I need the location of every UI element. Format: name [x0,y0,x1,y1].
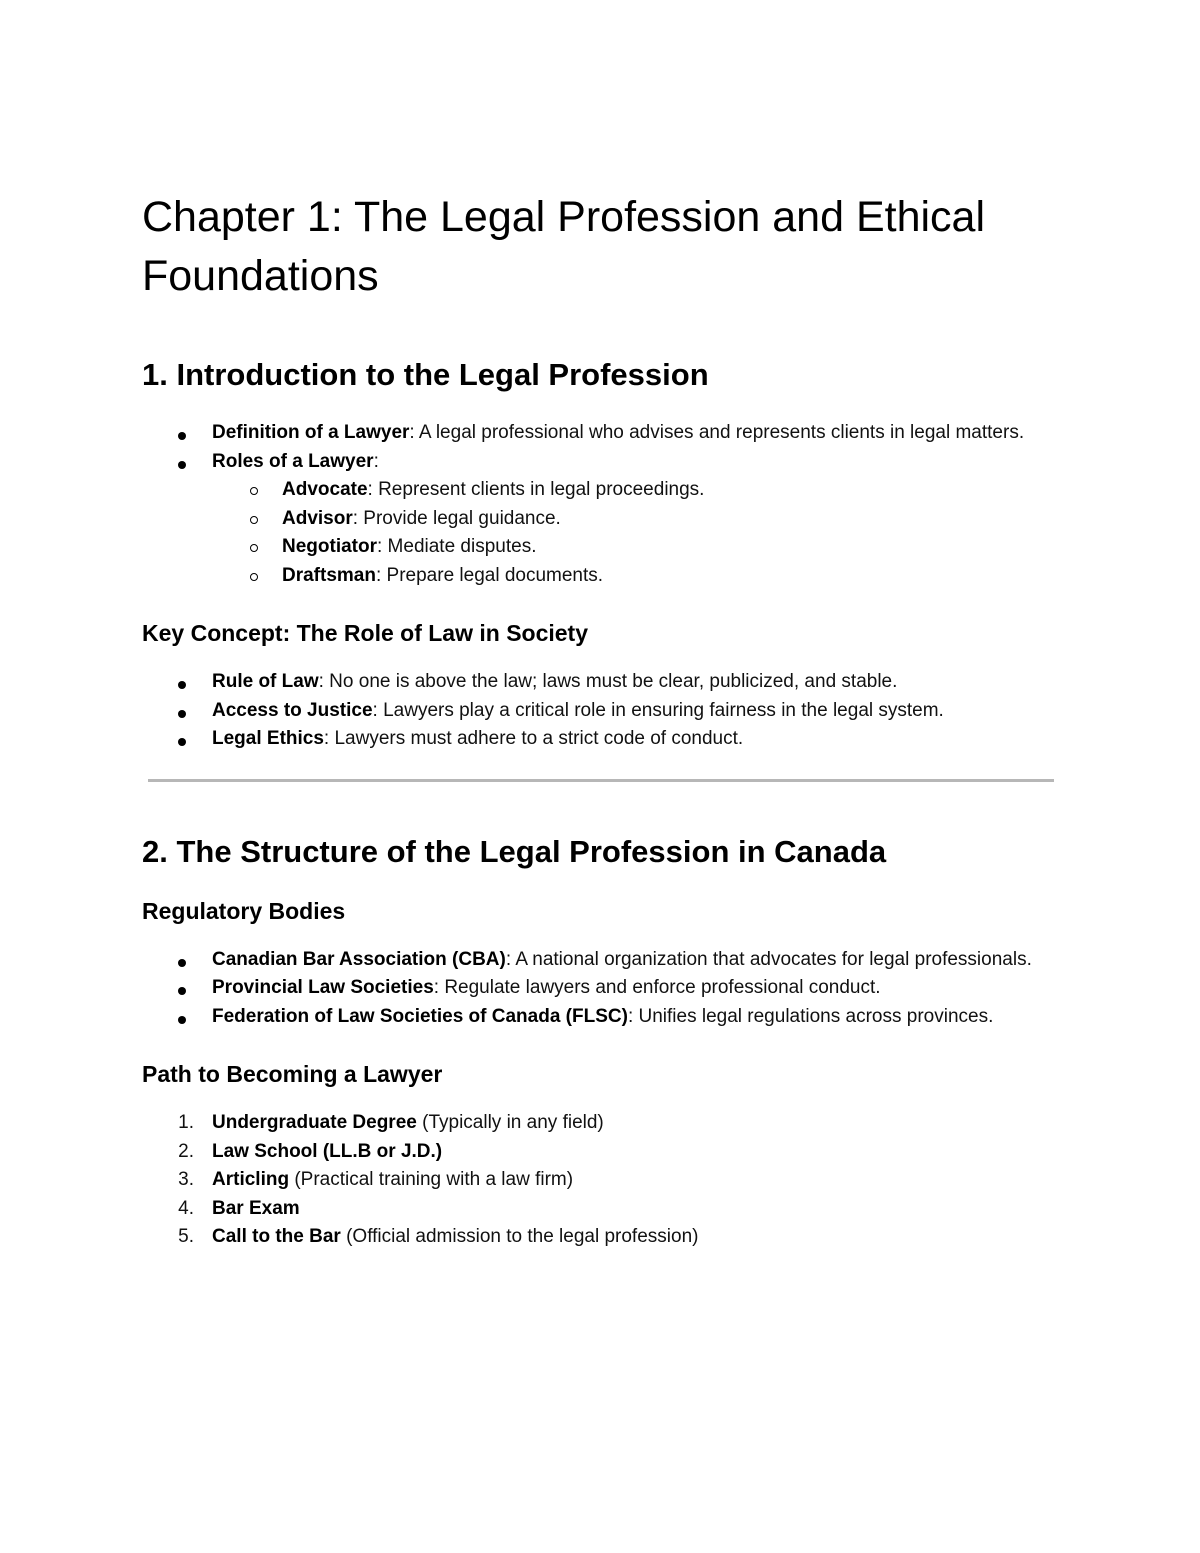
numbered-item [142,1195,1062,1224]
bullet-icon [178,959,186,967]
bullet-icon [178,738,186,746]
list-item [142,725,1062,754]
list-item [142,946,1062,975]
item-term: Call to the Bar [212,1226,341,1247]
item-term: Articling [212,1169,290,1190]
item-term: Bar Exam [212,1197,300,1219]
regulatory-bodies-list [142,946,1062,1032]
path-heading: Path to Becoming a Lawyer [142,1061,443,1087]
sub-list-item [142,562,1062,591]
item-text: : A legal professional who advises and represents clients in legal matters. [409,422,1025,443]
item-term: Advocate [282,479,368,500]
item-term: Undergraduate Degree [212,1112,417,1133]
item-text: : Mediate disputes. [377,536,537,557]
item-text: (Official admission to the legal profession) [340,1226,699,1247]
section-2 [142,832,1062,1252]
hollow-bullet-icon [250,487,258,495]
regulatory-bodies-heading: Regulatory Bodies [142,897,346,924]
item-term: Roles of a Lawyer [212,450,374,472]
item-text: : Represent clients in legal proceedings. [367,479,705,500]
roles-sublist-container [142,476,1062,590]
item-text: : Unifies legal regulations across provinces. [627,1005,994,1027]
document-page [142,188,1062,1280]
numbered-item [142,1223,1062,1252]
step-number: 2. [178,1140,194,1162]
bullet-icon [178,710,186,718]
item-text: : Regulate lawyers and enforce professional conduct. [433,977,881,998]
item-term: Access to Justice [212,699,373,721]
numbered-item [142,1166,1062,1195]
list-item [142,1003,1062,1032]
roles-sublist [142,476,1062,590]
item-term: Federation of Law Societies of Canada (FLSC) [212,1005,628,1027]
bullet-icon [178,432,186,440]
path-steps-list [142,1109,1062,1252]
key-concept-list [142,668,1062,754]
list-item [142,697,1062,726]
horizontal-divider [148,779,1054,782]
item-text: (Practical training with a law firm) [289,1169,574,1190]
item-text: (Typically in any field) [416,1112,604,1133]
list-item [142,974,1062,1003]
item-term: Draftsman [282,564,376,586]
hollow-bullet-icon [250,544,258,552]
item-term: Advisor [282,507,353,529]
section-1-heading: 1. Introduction to the Legal Profession [142,357,709,392]
list-item [142,448,1062,477]
bullet-icon [178,987,186,995]
item-text: : No one is above the law; laws must be clear, publicized, and stable. [318,671,898,692]
item-term: Canadian Bar Association (CBA) [212,948,506,970]
item-text: : Provide legal guidance. [352,507,561,529]
item-text: : Prepare legal documents. [375,564,604,586]
item-text: : [373,450,379,472]
step-number: 3. [178,1169,194,1190]
hollow-bullet-icon [250,516,258,524]
sub-list-item [142,476,1062,505]
list-item [142,419,1062,448]
section-2-heading: 2. The Structure of the Legal Profession in Canada [142,833,887,869]
sub-list-item [142,505,1062,534]
item-term: Definition of a Lawyer [212,422,410,443]
section-1-list [142,419,1062,590]
item-term: Provincial Law Societies [212,977,434,998]
item-term: Legal Ethics [212,728,324,749]
sub-list-item [142,533,1062,562]
step-number: 4. [178,1197,194,1219]
numbered-item [142,1109,1062,1138]
step-number: 1. [178,1112,194,1133]
numbered-item [142,1138,1062,1167]
bullet-icon [178,461,186,469]
item-term: Negotiator [282,536,377,557]
item-term: Rule of Law [212,671,319,692]
hollow-bullet-icon [250,573,258,581]
item-term: Law School (LL.B or J.D.) [212,1140,443,1162]
bullet-icon [178,681,186,689]
item-text: : A national organization that advocates for legal professionals. [505,948,1032,970]
item-text: : Lawyers must adhere to a strict code of conduct. [323,728,744,749]
chapter-title: Chapter 1: The Legal Profession and Ethical Foundations [142,193,986,300]
bullet-icon [178,1016,186,1024]
item-text: : Lawyers play a critical role in ensuring fairness in the legal system. [372,699,944,721]
step-number: 5. [178,1226,194,1247]
key-concept-heading: Key Concept: The Role of Law in Society [142,620,589,646]
list-item [142,668,1062,697]
